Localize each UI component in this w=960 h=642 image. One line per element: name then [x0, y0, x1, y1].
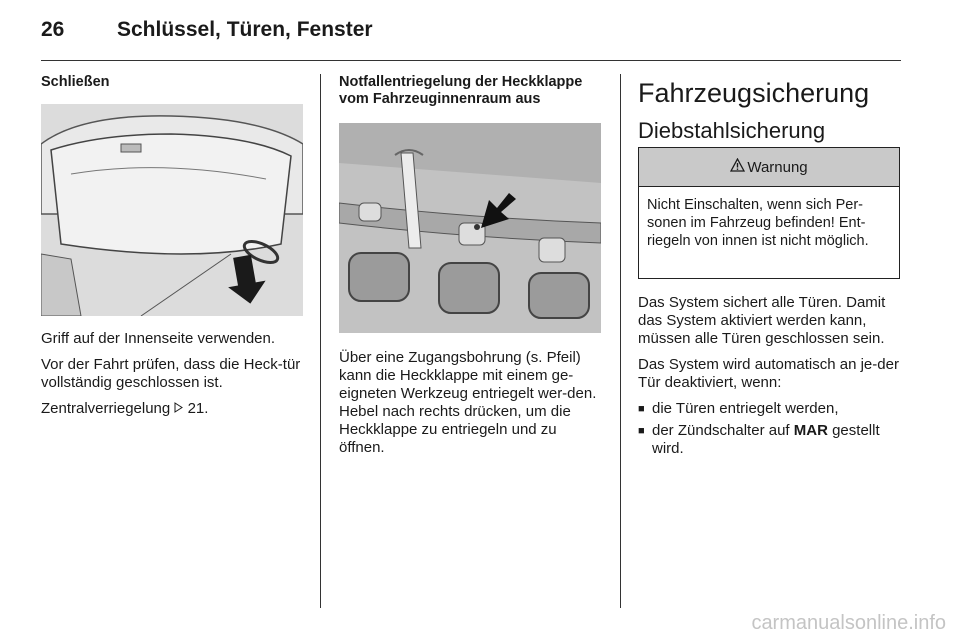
list-item-text: die Türen entriegelt werden,: [652, 400, 839, 417]
paragraph: Vor der Fahrt prüfen, dass die Heck-tür vollständig geschlossen ist.: [41, 356, 301, 391]
section-subheading: Notfallentriegelung der Heckklappe vom Fahrzeuginnenraum aus: [339, 74, 583, 107]
column-1-body: [41, 330, 303, 426]
list-item: [638, 400, 902, 418]
paragraph: Über eine Zugangsbohrung (s. Pfeil) kann die Heckklappe mit einem ge-eigneten Werkzeug entriegelt wer-den. Hebel nach rechts drücken, um die Heckklappe zu entriegeln und zu öffnen.: [339, 349, 597, 456]
warning-title: Warnung: [747, 158, 808, 176]
warning-header: [639, 148, 899, 187]
section-heading: Fahrzeugsicherung: [638, 78, 870, 108]
page-reference: 21.: [187, 400, 209, 417]
paragraph: Griff auf der Innenseite verwenden.: [41, 330, 276, 347]
page-number: 26: [41, 18, 65, 41]
warning-text: Nicht Einschalten, wenn sich Per-sonen im Fahrzeug befinden! Ent-riegeln von innen ist nicht möglich.: [647, 197, 869, 249]
column-3-body: [638, 294, 902, 462]
warning-box: [638, 147, 900, 279]
column-2-body: [339, 349, 601, 465]
paragraph: Das System wird automatisch an je-der Tür deaktiviert, wenn:: [638, 356, 899, 391]
tailgate-closing-illustration: [41, 104, 303, 316]
reference-text: Zentralverriegelung: [41, 400, 171, 417]
column-divider-1: [320, 74, 321, 608]
chapter-title: Schlüssel, Türen, Fenster: [117, 18, 373, 41]
emergency-release-illustration: [339, 123, 601, 333]
triangle-ref-icon: [174, 400, 183, 418]
section-subheading: Schließen: [41, 74, 110, 90]
ignition-position-label: MAR: [793, 422, 828, 439]
column-2: [339, 74, 601, 116]
paragraph: [41, 400, 303, 418]
paragraph: Das System sichert alle Türen. Damit das System aktiviert werden kann, müssen alle Türen geschlossen sein.: [638, 294, 886, 347]
list-item-text-end: gestellt wird.: [652, 422, 880, 457]
warning-triangle-icon: [730, 158, 745, 176]
column-divider-2: [620, 74, 621, 608]
column-1: [41, 74, 303, 99]
header-rule: [41, 60, 901, 61]
watermark: carmanualsonline.info: [751, 612, 946, 634]
page-header: [41, 18, 373, 48]
list-item: [638, 422, 902, 458]
section-subheading: Diebstahlsicherung: [638, 118, 826, 143]
list-item-text-start: der Zündschalter auf: [652, 422, 790, 439]
list-item-text: [652, 422, 902, 458]
column-3: [638, 76, 902, 146]
bullet-square-icon: ■: [638, 403, 645, 415]
bullet-square-icon: ■: [638, 425, 645, 437]
